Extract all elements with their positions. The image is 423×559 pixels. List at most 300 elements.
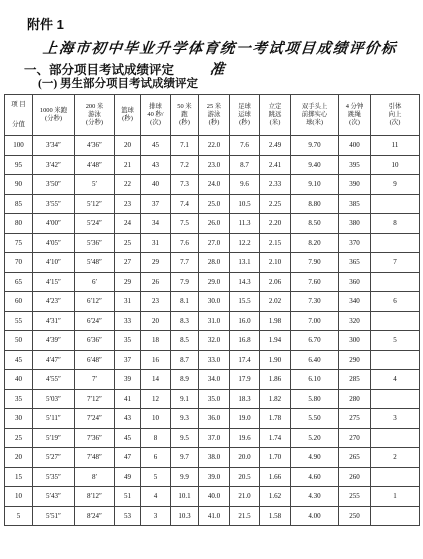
- section-heading: 一、部分项目考试成绩评定: [24, 63, 175, 77]
- table-cell: 7.2: [171, 155, 199, 175]
- table-cell: 49: [115, 467, 141, 487]
- table-cell: 7.5: [171, 214, 199, 234]
- table-cell: 4′48″: [75, 155, 115, 175]
- column-header-top: 项 目: [11, 101, 26, 108]
- table-cell: 31: [115, 292, 141, 312]
- table-cell: 1.78: [260, 409, 291, 429]
- table-cell: 34: [141, 214, 171, 234]
- table-cell: 8′: [75, 467, 115, 487]
- table-cell: 5′43″: [33, 487, 75, 507]
- table-cell: 11: [371, 136, 420, 156]
- table-cell: 390: [339, 175, 371, 195]
- table-cell: 95: [5, 155, 33, 175]
- table-row: [5, 175, 420, 195]
- table-cell: 5.80: [291, 389, 339, 409]
- table-row: [5, 292, 420, 312]
- table-cell: 25: [115, 233, 141, 253]
- table-cell: 1.94: [260, 331, 291, 351]
- table-cell: 25.0: [199, 194, 230, 214]
- table-cell: 43: [115, 409, 141, 429]
- column-header-mid: 跳绳: [348, 111, 361, 118]
- table-cell: 25: [5, 428, 33, 448]
- table-cell: 45: [115, 428, 141, 448]
- table-cell: 5: [5, 506, 33, 526]
- column-header-top: 排球: [149, 103, 162, 110]
- table-cell: 4: [371, 370, 420, 390]
- table-cell: 5: [371, 331, 420, 351]
- table-cell: 18.3: [230, 389, 260, 409]
- table-cell: 6: [371, 292, 420, 312]
- column-header-top: 200 米: [85, 103, 104, 110]
- column-header-bottom: (米): [269, 119, 281, 126]
- table-cell: 15: [5, 467, 33, 487]
- table-cell: 5′36″: [75, 233, 115, 253]
- column-header-top: 足球: [238, 103, 251, 110]
- table-cell: 2.15: [260, 233, 291, 253]
- table-cell: 75: [5, 233, 33, 253]
- table-cell: 40.0: [199, 487, 230, 507]
- table-cell: 7.1: [171, 136, 199, 156]
- table-cell: 60: [5, 292, 33, 312]
- table-cell: 4′05″: [33, 233, 75, 253]
- table-cell: 6.40: [291, 350, 339, 370]
- table-cell: 2.25: [260, 194, 291, 214]
- table-cell: 20: [115, 136, 141, 156]
- table-cell: 80: [5, 214, 33, 234]
- table-row: [5, 448, 420, 468]
- table-cell: 7: [371, 253, 420, 273]
- table-row: [5, 272, 420, 292]
- table-cell: 12.2: [230, 233, 260, 253]
- table-cell: 9.10: [291, 175, 339, 195]
- table-cell: 4.00: [291, 506, 339, 526]
- table-cell: 21.0: [230, 487, 260, 507]
- table-cell: 32.0: [199, 331, 230, 351]
- table-cell: 6′48″: [75, 350, 115, 370]
- table-cell: 1.86: [260, 370, 291, 390]
- table-cell: 15.5: [230, 292, 260, 312]
- column-header-mid: 游泳: [88, 111, 101, 118]
- table-cell: 39.0: [199, 467, 230, 487]
- table-cell: 1.74: [260, 428, 291, 448]
- column-header: [33, 95, 75, 136]
- table-cell: 7′12″: [75, 389, 115, 409]
- table-cell: 41: [115, 389, 141, 409]
- table-cell: 8.50: [291, 214, 339, 234]
- table-row: [5, 350, 420, 370]
- table-cell: 8′24″: [75, 506, 115, 526]
- table-cell: 10: [371, 155, 420, 175]
- table-row: [5, 467, 420, 487]
- column-header-top: 25 米: [206, 103, 222, 110]
- table-cell: 385: [339, 194, 371, 214]
- table-cell: 5.20: [291, 428, 339, 448]
- table-cell: 43: [141, 155, 171, 175]
- table-cell: 20.0: [230, 448, 260, 468]
- table-cell: 35: [5, 389, 33, 409]
- table-cell: 26: [141, 272, 171, 292]
- table-cell: 16.8: [230, 331, 260, 351]
- table-cell: 29.0: [199, 272, 230, 292]
- column-header-bottom: 分值: [12, 121, 25, 128]
- table-cell: 3′50″: [33, 175, 75, 195]
- table-cell: 8: [141, 428, 171, 448]
- table-cell: 7′48″: [75, 448, 115, 468]
- table-cell: 4′47″: [33, 350, 75, 370]
- table-cell: [371, 467, 420, 487]
- attachment-label: 附件 1: [27, 17, 64, 32]
- column-header: [141, 95, 171, 136]
- table-cell: 275: [339, 409, 371, 429]
- table-cell: 400: [339, 136, 371, 156]
- table-cell: 31: [141, 233, 171, 253]
- column-header-bottom: (次): [349, 119, 360, 126]
- column-header: [230, 95, 260, 136]
- table-cell: 6′36″: [75, 331, 115, 351]
- column-header-top: 1000 米跑: [39, 107, 68, 114]
- column-header-bottom: (秒): [179, 119, 190, 126]
- table-cell: 3′34″: [33, 136, 75, 156]
- column-header: [75, 95, 115, 136]
- table-cell: [371, 428, 420, 448]
- table-cell: 4.90: [291, 448, 339, 468]
- table-cell: 16.0: [230, 311, 260, 331]
- table-cell: 9.70: [291, 136, 339, 156]
- column-header: [171, 95, 199, 136]
- table-row: [5, 487, 420, 507]
- table-cell: 55: [5, 311, 33, 331]
- table-cell: 30: [5, 409, 33, 429]
- table-cell: 320: [339, 311, 371, 331]
- table-cell: 280: [339, 389, 371, 409]
- table-cell: 19.0: [230, 409, 260, 429]
- table-cell: 100: [5, 136, 33, 156]
- table-cell: 10.3: [171, 506, 199, 526]
- table-cell: 4′10″: [33, 253, 75, 273]
- table-cell: 285: [339, 370, 371, 390]
- table-cell: 40: [141, 175, 171, 195]
- table-cell: 37.0: [199, 428, 230, 448]
- column-header-bottom: (秒): [208, 119, 220, 126]
- table-cell: 380: [339, 214, 371, 234]
- table-row: [5, 389, 420, 409]
- table-row: [5, 506, 420, 526]
- table-cell: 30.0: [199, 292, 230, 312]
- table-row: [5, 155, 420, 175]
- table-cell: 37: [115, 350, 141, 370]
- table-cell: 8.3: [171, 311, 199, 331]
- column-header: [291, 95, 339, 136]
- table-cell: 90: [5, 175, 33, 195]
- table-cell: 290: [339, 350, 371, 370]
- table-cell: 23.0: [199, 155, 230, 175]
- column-header: [199, 95, 230, 136]
- table-cell: 5′19″: [33, 428, 75, 448]
- score-table: [4, 94, 420, 526]
- table-cell: 9.6: [230, 175, 260, 195]
- table-cell: 33.0: [199, 350, 230, 370]
- document-title: 上海市初中毕业升学体育统一考试项目成绩评价标准: [41, 41, 398, 78]
- table-cell: 300: [339, 331, 371, 351]
- column-header-mid: 前掷实心: [301, 111, 328, 118]
- table-cell: 7.00: [291, 311, 339, 331]
- table-cell: 6′24″: [75, 311, 115, 331]
- table-cell: 4.60: [291, 467, 339, 487]
- table-cell: 50: [5, 331, 33, 351]
- table-cell: 1: [371, 487, 420, 507]
- table-cell: 4′31″: [33, 311, 75, 331]
- table-cell: 31.0: [199, 311, 230, 331]
- table-cell: 20.5: [230, 467, 260, 487]
- column-header: [371, 95, 420, 136]
- column-header-mid: 运球: [238, 111, 251, 118]
- subsection-heading: (一) 男生部分项目考试成绩评定: [38, 78, 199, 90]
- table-cell: 395: [339, 155, 371, 175]
- table-cell: 1.66: [260, 467, 291, 487]
- table-cell: 5′11″: [33, 409, 75, 429]
- table-cell: 17.4: [230, 350, 260, 370]
- table-cell: 340: [339, 292, 371, 312]
- table-cell: 12: [141, 389, 171, 409]
- table-cell: 19.6: [230, 428, 260, 448]
- table-cell: 65: [5, 272, 33, 292]
- table-cell: [371, 194, 420, 214]
- table-cell: [371, 233, 420, 253]
- table-cell: 260: [339, 467, 371, 487]
- table-cell: 53: [115, 506, 141, 526]
- table-cell: 29: [115, 272, 141, 292]
- column-header-top: 4 分钟: [345, 103, 364, 110]
- table-cell: 33: [115, 311, 141, 331]
- table-cell: 8.9: [171, 370, 199, 390]
- table-body: [5, 136, 420, 526]
- table-cell: [371, 506, 420, 526]
- table-cell: 24: [115, 214, 141, 234]
- table-cell: 2.10: [260, 253, 291, 273]
- table-cell: 2.33: [260, 175, 291, 195]
- table-cell: 18: [141, 331, 171, 351]
- table-cell: 85: [5, 194, 33, 214]
- table-cell: 21.5: [230, 506, 260, 526]
- table-cell: 37: [141, 194, 171, 214]
- table-cell: 10: [5, 487, 33, 507]
- column-header-mid: 40 秒/: [147, 111, 164, 118]
- column-header-bottom: (秒): [239, 119, 250, 126]
- table-cell: 7.7: [171, 253, 199, 273]
- table-cell: 4′39″: [33, 331, 75, 351]
- table-cell: 1.70: [260, 448, 291, 468]
- column-header-bottom: (分秒): [85, 119, 104, 126]
- table-cell: 8.1: [171, 292, 199, 312]
- table-cell: 4: [141, 487, 171, 507]
- table-cell: 4′23″: [33, 292, 75, 312]
- table-cell: 1.58: [260, 506, 291, 526]
- table-cell: 2.06: [260, 272, 291, 292]
- table-cell: 7.30: [291, 292, 339, 312]
- table-cell: 2.02: [260, 292, 291, 312]
- column-header-bottom: (秒): [122, 115, 133, 122]
- table-cell: 1.98: [260, 311, 291, 331]
- table-header-row: [5, 95, 420, 136]
- table-cell: 35.0: [199, 389, 230, 409]
- table-cell: 9: [371, 175, 420, 195]
- column-header-top: 50 米: [177, 103, 192, 110]
- table-cell: 47: [115, 448, 141, 468]
- table-cell: 20: [141, 311, 171, 331]
- table-cell: 9.5: [171, 428, 199, 448]
- table-cell: 5.50: [291, 409, 339, 429]
- table-cell: 2.20: [260, 214, 291, 234]
- table-cell: 6.70: [291, 331, 339, 351]
- table-cell: 5′48″: [75, 253, 115, 273]
- table-cell: 23: [141, 292, 171, 312]
- table-cell: 8: [371, 214, 420, 234]
- table-cell: 23: [115, 194, 141, 214]
- column-header-top: 双手头上: [301, 103, 328, 110]
- table-cell: 27: [115, 253, 141, 273]
- table-cell: [371, 272, 420, 292]
- table-cell: 8′12″: [75, 487, 115, 507]
- table-row: [5, 428, 420, 448]
- table-cell: 10: [141, 409, 171, 429]
- table-cell: 22: [115, 175, 141, 195]
- table-cell: 5′51″: [33, 506, 75, 526]
- table-cell: 5′27″: [33, 448, 75, 468]
- table-cell: 360: [339, 272, 371, 292]
- table-cell: 14.3: [230, 272, 260, 292]
- table-cell: 9.9: [171, 467, 199, 487]
- table-cell: 34.0: [199, 370, 230, 390]
- table-cell: 11.3: [230, 214, 260, 234]
- table-cell: 21: [115, 155, 141, 175]
- table-cell: 5′03″: [33, 389, 75, 409]
- table-cell: 38.0: [199, 448, 230, 468]
- table-cell: 10.5: [230, 194, 260, 214]
- table-cell: 7′36″: [75, 428, 115, 448]
- table-cell: 5′12″: [75, 194, 115, 214]
- table-cell: 6.10: [291, 370, 339, 390]
- table-cell: 7.60: [291, 272, 339, 292]
- table-cell: 6′12″: [75, 292, 115, 312]
- column-header-bottom: (次): [389, 119, 401, 126]
- table-cell: 9.1: [171, 389, 199, 409]
- column-header-bottom: (分秒): [44, 115, 63, 122]
- table-cell: 5′: [75, 175, 115, 195]
- table-cell: 4′36″: [75, 136, 115, 156]
- table-cell: 365: [339, 253, 371, 273]
- table-cell: [371, 350, 420, 370]
- table-cell: 2: [371, 448, 420, 468]
- table-cell: 4.30: [291, 487, 339, 507]
- table-row: [5, 194, 420, 214]
- table-cell: 7.6: [171, 233, 199, 253]
- column-header-top: 篮球: [121, 107, 134, 114]
- table-cell: 6′: [75, 272, 115, 292]
- table-cell: [371, 311, 420, 331]
- table-cell: 7.90: [291, 253, 339, 273]
- table-cell: 1.90: [260, 350, 291, 370]
- table-cell: 9.40: [291, 155, 339, 175]
- table-cell: [371, 389, 420, 409]
- table-cell: 51: [115, 487, 141, 507]
- table-cell: 4′55″: [33, 370, 75, 390]
- table-cell: 2.49: [260, 136, 291, 156]
- table-cell: 8.7: [171, 350, 199, 370]
- table-cell: 8.80: [291, 194, 339, 214]
- column-header: [5, 95, 33, 136]
- table-cell: 5′24″: [75, 214, 115, 234]
- column-header-mid: 向上: [388, 111, 402, 118]
- table-cell: 7.3: [171, 175, 199, 195]
- table-cell: 265: [339, 448, 371, 468]
- table-cell: 45: [5, 350, 33, 370]
- table-cell: 270: [339, 428, 371, 448]
- table-row: [5, 253, 420, 273]
- column-header: [339, 95, 371, 136]
- table-cell: 14: [141, 370, 171, 390]
- column-header-bottom: 球(米): [305, 119, 324, 126]
- table-cell: 26.0: [199, 214, 230, 234]
- table-cell: 5′35″: [33, 467, 75, 487]
- table-cell: 28.0: [199, 253, 230, 273]
- column-header: [260, 95, 291, 136]
- table-cell: 35: [115, 331, 141, 351]
- table-row: [5, 214, 420, 234]
- table-row: [5, 136, 420, 156]
- table-cell: 2.41: [260, 155, 291, 175]
- table-cell: 8.20: [291, 233, 339, 253]
- table-cell: 7′24″: [75, 409, 115, 429]
- table-cell: 3: [371, 409, 420, 429]
- table-cell: 39: [115, 370, 141, 390]
- table-cell: 5: [141, 467, 171, 487]
- table-cell: 45: [141, 136, 171, 156]
- table-cell: 36.0: [199, 409, 230, 429]
- table-cell: 22.0: [199, 136, 230, 156]
- table-cell: 29: [141, 253, 171, 273]
- table-cell: 40: [5, 370, 33, 390]
- table-cell: 3: [141, 506, 171, 526]
- table-cell: 8.5: [171, 331, 199, 351]
- column-header-bottom: (次): [150, 119, 161, 126]
- table-cell: 7′: [75, 370, 115, 390]
- table-cell: 27.0: [199, 233, 230, 253]
- table-cell: 7.9: [171, 272, 199, 292]
- table-cell: 9.7: [171, 448, 199, 468]
- table-cell: 7.6: [230, 136, 260, 156]
- table-cell: 13.1: [230, 253, 260, 273]
- table-cell: 41.0: [199, 506, 230, 526]
- table-cell: 6: [141, 448, 171, 468]
- table-cell: 7.4: [171, 194, 199, 214]
- table-cell: 3′42″: [33, 155, 75, 175]
- table-row: [5, 233, 420, 253]
- column-header-top: 引体: [388, 103, 402, 110]
- table-row: [5, 311, 420, 331]
- table-row: [5, 331, 420, 351]
- table-cell: 24.0: [199, 175, 230, 195]
- table-cell: 4′15″: [33, 272, 75, 292]
- column-header: [115, 95, 141, 136]
- column-header-top: 立定: [268, 103, 282, 110]
- table-cell: 370: [339, 233, 371, 253]
- table-cell: 70: [5, 253, 33, 273]
- table-cell: 250: [339, 506, 371, 526]
- table-row: [5, 370, 420, 390]
- table-cell: 1.62: [260, 487, 291, 507]
- table-cell: 8.7: [230, 155, 260, 175]
- table-cell: 4′00″: [33, 214, 75, 234]
